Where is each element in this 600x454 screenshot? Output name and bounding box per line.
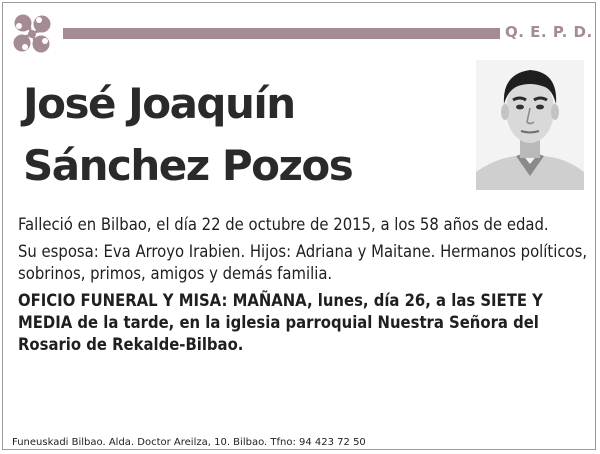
death-announcement: Falleció en Bilbao, el día 22 de octubre de 2015, a los 58 años de edad. [18,215,549,234]
qepd-label: Q. E. P. D. [505,23,593,41]
deceased-name [23,73,352,197]
notice-body [18,214,593,361]
header-bar [63,28,500,39]
family-list: Su esposa: Eva Arroyo Irabien. Hijos: Adriana y Maitane. Hermanos políticos, sobrinos, primos, amigos y demás familia. [18,242,588,283]
notice-frame [2,2,596,450]
name-line-1: José Joaquín [23,79,295,128]
lauburu-icon [10,11,54,57]
name-line-2: Sánchez Pozos [23,141,353,190]
portrait-photo [476,60,584,190]
funeral-home-footer: Funeuskadi Bilbao. Alda. Doctor Areilza, 10. Bilbao. Tfno: 94 423 72 50 [12,437,366,448]
funeral-service-details: OFICIO FUNERAL Y MISA: MAÑANA, lunes, día 26, a las SIETE Y MEDIA de la tarde, en la iglesia parroquial Nuestra Señora del Rosario de Rekalde-Bilbao. [18,291,543,354]
